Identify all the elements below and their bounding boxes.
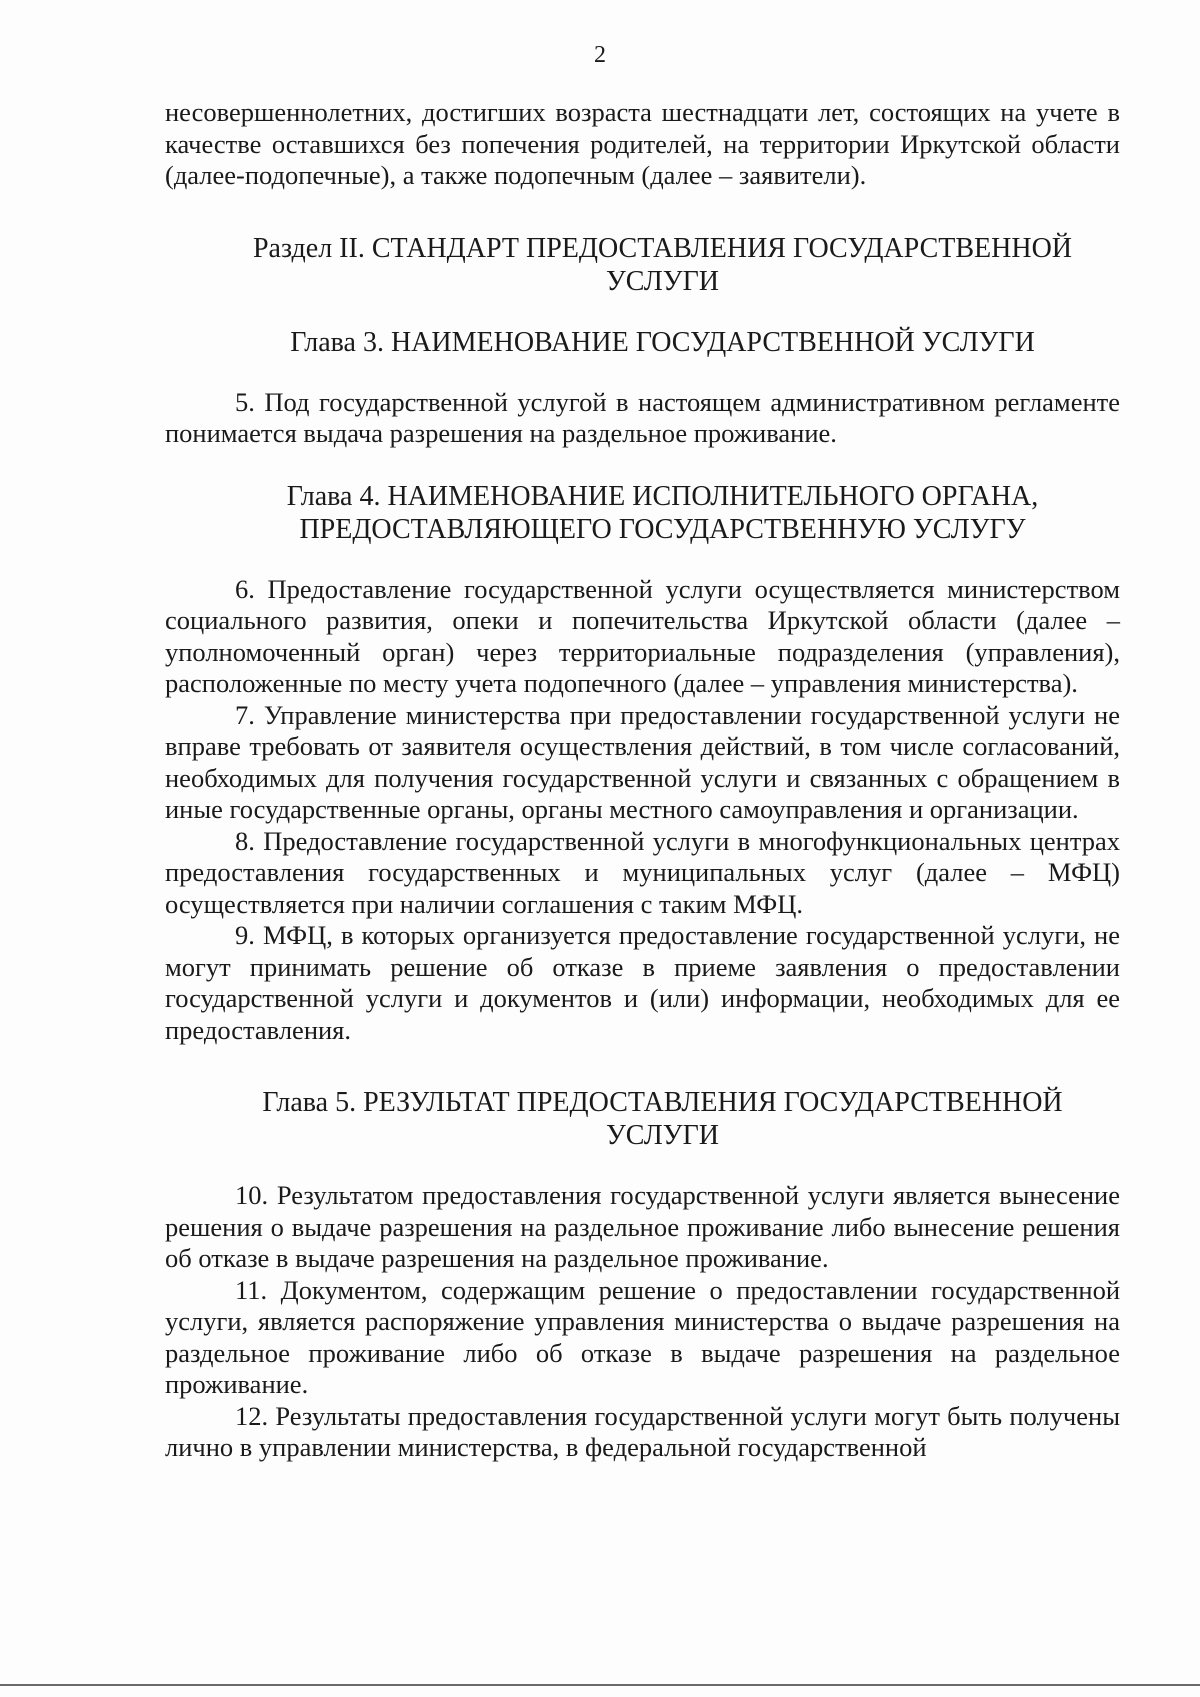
chapter-3-title: Глава 3. НАИМЕНОВАНИЕ ГОСУДАРСТВЕННОЙ УСЛУГИ: [290, 326, 1035, 358]
paragraph-11: 11. Документом, содержащим решение о предоставлении государственной услуги, является распоряжение управления министерства о выдаче разрешения на раздельное проживание либо об отказе в выдаче разрешения на раздельное проживание.: [165, 1274, 1120, 1399]
paragraph-8: 8. Предоставление государственной услуги в многофункциональных центрах предоставления государственных и муниципальных услуг (далее – МФЦ) осуществляется при наличии соглашения с таким МФЦ.: [165, 825, 1120, 919]
document-body: [165, 97, 1120, 1464]
section-title: Раздел II. СТАНДАРТ ПРЕДОСТАВЛЕНИЯ ГОСУДАРСТВЕННОЙ УСЛУГИ: [252, 232, 1073, 297]
paragraph-6: 6. Предоставление государственной услуги осуществляется министерством социального развития, опеки и попечительства Иркутской области (далее – уполномоченный орган) через территориальные подразделения (управления), расположенные по месту учета подопечного (далее – управления министерства).: [165, 573, 1120, 698]
paragraph-12: 12. Результаты предоставления государственной услуги могут быть получены лично в управлении министерства, в федеральной государственной: [165, 1400, 1120, 1462]
paragraph-9: 9. МФЦ, в которых организуется предоставление государственной услуги, не могут принимать решение об отказе в приеме заявления о предоставлении государственной услуги и документов и (или) информации, необходимых для ее предоставления.: [165, 920, 1120, 1045]
page-number: 2: [594, 42, 606, 68]
intro-paragraph: несовершеннолетних, достигших возраста шестнадцати лет, состоящих на учете в качестве оставшихся без попечения родителей, на территории Иркутской области (далее-подопечные), а также подопечным (далее – заявители).: [165, 97, 1120, 190]
chapter-5-title: Глава 5. РЕЗУЛЬТАТ ПРЕДОСТАВЛЕНИЯ ГОСУДАРСТВЕННОЙ УСЛУГИ: [262, 1087, 1063, 1151]
paragraph-10: 10. Результатом предоставления государственной услуги является вынесение решения о выдаче разрешения на раздельное проживание либо вынесение решения об отказе в выдаче разрешения на раздельное проживание.: [165, 1180, 1120, 1273]
chapter-4-title: Глава 4. НАИМЕНОВАНИЕ ИСПОЛНИТЕЛЬНОГО ОРГАНА, ПРЕДОСТАВЛЯЮЩЕГО ГОСУДАРСТВЕННУЮ УСЛУГУ: [286, 480, 1039, 545]
paragraph-5: 5. Под государственной услугой в настоящем административном регламенте понимается выдача разрешения на раздельное проживание.: [165, 386, 1120, 448]
paragraph-7: 7. Управление министерства при предоставлении государственной услуги не вправе требовать от заявителя осуществления действий, в том числе согласований, необходимых для получения государственной услуги и связанных с обращением в иные государственные органы, органы местного самоуправления и организации.: [165, 699, 1120, 824]
page-bottom-edge: [0, 1684, 1200, 1686]
